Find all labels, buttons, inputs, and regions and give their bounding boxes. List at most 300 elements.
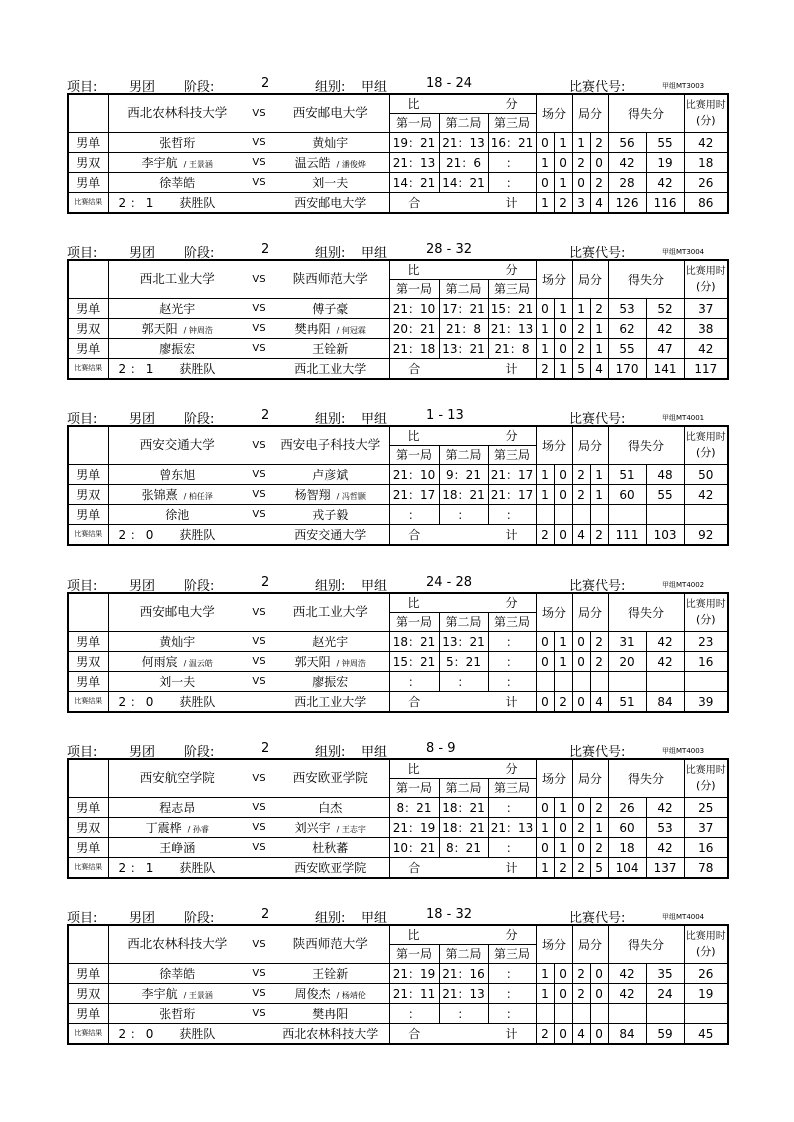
event-type: 男双 — [68, 153, 108, 173]
games-lost: 1 — [590, 465, 608, 485]
stage-value: 2 — [261, 741, 270, 756]
stage-value: 2 — [261, 242, 270, 257]
blank-cell — [439, 858, 488, 879]
bi-label: 比 — [389, 759, 439, 779]
group-value: 甲组 — [361, 579, 388, 594]
game2-header: 第二局 — [439, 945, 488, 964]
match-block — [67, 76, 726, 214]
match-minutes: 37 — [684, 818, 728, 838]
vs-label: VS — [246, 984, 272, 1004]
team-a: 西安邮电大学 — [108, 593, 246, 632]
group-label: 组别: — [315, 246, 346, 261]
player-a — [108, 984, 246, 1004]
match-won: 0 — [536, 173, 554, 193]
game3-score: ： — [488, 984, 536, 1004]
games-won: 1 — [572, 299, 590, 319]
match-lost: 0 — [554, 153, 572, 173]
points-header: 得失分 — [608, 94, 684, 133]
changfen-header: 场分 — [536, 94, 572, 133]
team-score: 2 ： 1 — [118, 361, 154, 376]
table-row — [68, 632, 728, 652]
winner-team: 西北农林科技大学 — [272, 1024, 389, 1045]
match-minutes: 42 — [684, 485, 728, 505]
points-lost: 42 — [646, 173, 684, 193]
match-minutes — [684, 1004, 728, 1024]
match-header — [67, 242, 707, 259]
vs-label: VS — [246, 759, 272, 798]
match-won: 0 — [536, 632, 554, 652]
player-b — [272, 299, 389, 319]
fen-label: 分 — [488, 593, 536, 613]
total-points-won: 84 — [608, 1024, 646, 1045]
game2-header: 第二局 — [439, 446, 488, 465]
team-a: 西北农林科技大学 — [108, 94, 246, 133]
time-label-line2: (分) — [696, 279, 716, 293]
total-points-lost: 84 — [646, 692, 684, 713]
vs-label: VS — [246, 798, 272, 818]
corner-cell — [68, 925, 108, 964]
total-match-lost: 0 — [554, 1024, 572, 1045]
stage-label: 阶段: — [184, 246, 215, 261]
match-lost: 0 — [554, 485, 572, 505]
table-row — [68, 173, 728, 193]
winner-label: 获胜队 — [179, 860, 216, 875]
match-lost: 0 — [554, 319, 572, 339]
points-won — [608, 1004, 646, 1024]
game2-score: 14：21 — [439, 173, 488, 193]
table-row — [68, 818, 728, 838]
player-a-name: 徐池 — [165, 507, 190, 522]
he-label: 合 — [389, 858, 439, 879]
group-label: 组别: — [315, 412, 346, 427]
player-b-name: 樊冉阳 — [312, 1006, 349, 1021]
fen-label: 分 — [488, 260, 536, 280]
event-type: 男双 — [68, 485, 108, 505]
game3-score: ： — [488, 153, 536, 173]
vs-label: VS — [246, 153, 272, 173]
player-b — [272, 339, 389, 359]
time-header — [684, 759, 728, 798]
team-b: 西安邮电大学 — [272, 94, 389, 133]
ji-label: 计 — [488, 692, 536, 713]
vs-label: VS — [246, 133, 272, 153]
corner-cell — [68, 426, 108, 465]
points-won: 51 — [608, 465, 646, 485]
stage-label: 阶段: — [184, 745, 215, 760]
vs-label: VS — [246, 652, 272, 672]
blank-cell — [439, 260, 488, 280]
time-label-line2: (分) — [696, 778, 716, 792]
vs-label: VS — [246, 505, 272, 525]
corner-cell — [68, 593, 108, 632]
game1-score: 19：21 — [389, 133, 439, 153]
points-won: 20 — [608, 652, 646, 672]
table-row — [68, 319, 728, 339]
player-a-name: 张锦熹 — [141, 487, 178, 502]
game3-header: 第三局 — [488, 446, 536, 465]
draw-ids: 8 - 9 — [426, 741, 456, 756]
time-label-line2: (分) — [696, 944, 716, 958]
player-a — [108, 1004, 246, 1024]
fen-label: 分 — [488, 925, 536, 945]
games-won: 2 — [572, 485, 590, 505]
games-lost: 2 — [590, 632, 608, 652]
event-type: 男单 — [68, 1004, 108, 1024]
total-points-won: 111 — [608, 525, 646, 546]
games-lost: 2 — [590, 299, 608, 319]
points-won: 42 — [608, 153, 646, 173]
total-points-lost: 116 — [646, 193, 684, 214]
time-header — [684, 593, 728, 632]
table-row — [68, 153, 728, 173]
group-value: 甲组 — [361, 412, 388, 427]
match-minutes — [684, 672, 728, 692]
team-a: 西安交通大学 — [108, 426, 246, 465]
points-won: 55 — [608, 339, 646, 359]
game2-score: 21：13 — [439, 133, 488, 153]
vs-label: VS — [246, 465, 272, 485]
game3-header: 第三局 — [488, 945, 536, 964]
event-type: 男单 — [68, 299, 108, 319]
game1-score: ： — [389, 1004, 439, 1024]
time-header — [684, 260, 728, 299]
player-a-partner: / 王景涵 — [183, 159, 213, 169]
points-lost: 24 — [646, 984, 684, 1004]
match-code: 甲组MT3003 — [662, 82, 705, 90]
group-value: 甲组 — [361, 80, 388, 95]
match-lost: 1 — [554, 632, 572, 652]
total-points-won: 170 — [608, 359, 646, 380]
jufen-header: 局分 — [572, 925, 608, 964]
code-label: 比赛代号: — [569, 80, 626, 95]
match-lost: 1 — [554, 838, 572, 858]
points-lost: 42 — [646, 838, 684, 858]
project-label: 项目: — [67, 911, 98, 926]
winner-team: 西安邮电大学 — [272, 193, 389, 214]
player-b-name: 樊冉阳 — [294, 321, 331, 336]
match-header — [67, 408, 707, 425]
game2-score: 8：21 — [439, 838, 488, 858]
match-won: 0 — [536, 798, 554, 818]
match-won: 1 — [536, 153, 554, 173]
winner-label: 获胜队 — [179, 361, 216, 376]
match-code: 甲组MT4004 — [662, 913, 705, 921]
match-minutes: 42 — [684, 133, 728, 153]
player-a-partner: / 温云皓 — [183, 658, 213, 668]
group-label: 组别: — [315, 579, 346, 594]
player-a-name: 曾东旭 — [159, 467, 196, 482]
player-b-partner: / 冯哲颢 — [336, 491, 366, 501]
player-b-name: 白杰 — [318, 800, 343, 815]
winner-label: 获胜队 — [179, 694, 216, 709]
event-type: 男单 — [68, 505, 108, 525]
points-won: 62 — [608, 319, 646, 339]
points-lost: 42 — [646, 632, 684, 652]
player-b — [272, 672, 389, 692]
total-games-won: 4 — [572, 1024, 590, 1045]
points-lost: 42 — [646, 652, 684, 672]
total-minutes: 78 — [684, 858, 728, 879]
winner-label: 获胜队 — [179, 527, 216, 542]
match-minutes: 25 — [684, 798, 728, 818]
result-label: 比赛结果 — [68, 193, 108, 214]
match-minutes: 50 — [684, 465, 728, 485]
game1-header: 第一局 — [389, 613, 439, 632]
jufen-header: 局分 — [572, 426, 608, 465]
stage-label: 阶段: — [184, 579, 215, 594]
total-games-lost: 4 — [590, 692, 608, 713]
jufen-header: 局分 — [572, 593, 608, 632]
match-minutes: 16 — [684, 838, 728, 858]
total-games-lost: 4 — [590, 193, 608, 214]
points-header: 得失分 — [608, 759, 684, 798]
game3-score: 15：21 — [488, 299, 536, 319]
he-label: 合 — [389, 359, 439, 380]
match-lost: 0 — [554, 465, 572, 485]
match-header — [67, 76, 707, 93]
games-won: 0 — [572, 173, 590, 193]
player-a-name: 李宇航 — [141, 986, 178, 1001]
draw-ids: 18 - 32 — [426, 907, 473, 922]
he-label: 合 — [389, 193, 439, 214]
game3-score: ： — [488, 1004, 536, 1024]
games-won: 2 — [572, 465, 590, 485]
code-label: 比赛代号: — [569, 246, 626, 261]
team-b: 陕西师范大学 — [272, 925, 389, 964]
player-a — [108, 818, 246, 838]
game1-score: 21：18 — [389, 339, 439, 359]
player-b-partner: / 潘俊烨 — [336, 159, 366, 169]
player-a-name: 徐莘皓 — [159, 175, 196, 190]
player-b-name: 王铨新 — [312, 341, 349, 356]
game1-score: 21：13 — [389, 153, 439, 173]
player-a-name: 黄灿宇 — [159, 634, 196, 649]
match-lost: 0 — [554, 339, 572, 359]
score-table — [67, 425, 729, 546]
games-lost — [590, 672, 608, 692]
match-lost: 1 — [554, 299, 572, 319]
ji-label: 计 — [488, 193, 536, 214]
total-match-won: 2 — [536, 525, 554, 546]
match-block — [67, 242, 726, 380]
player-a — [108, 964, 246, 984]
game2-header: 第二局 — [439, 779, 488, 798]
player-a-name: 李宇航 — [141, 155, 178, 170]
time-header — [684, 426, 728, 465]
bi-label: 比 — [389, 593, 439, 613]
changfen-header: 场分 — [536, 426, 572, 465]
games-lost: 0 — [590, 153, 608, 173]
result-row — [68, 359, 728, 380]
spacer-cell — [246, 193, 272, 214]
result-label: 比赛结果 — [68, 525, 108, 546]
player-b-name: 刘一夫 — [312, 175, 349, 190]
result-row — [68, 692, 728, 713]
player-a-name: 王峥涵 — [159, 840, 196, 855]
points-won — [608, 672, 646, 692]
bi-label: 比 — [389, 426, 439, 446]
group-label: 组别: — [315, 745, 346, 760]
time-label-line1: 比赛用时 — [685, 598, 726, 610]
event-type: 男单 — [68, 798, 108, 818]
ji-label: 计 — [488, 858, 536, 879]
total-points-won: 126 — [608, 193, 646, 214]
total-match-won: 2 — [536, 1024, 554, 1045]
spacer-cell — [246, 525, 272, 546]
player-b — [272, 485, 389, 505]
match-code: 甲组MT4003 — [662, 747, 705, 755]
vs-label: VS — [246, 426, 272, 465]
total-minutes: 117 — [684, 359, 728, 380]
player-b-partner: / 王志宇 — [336, 824, 366, 834]
project-label: 项目: — [67, 412, 98, 427]
games-won: 2 — [572, 984, 590, 1004]
game2-header: 第二局 — [439, 613, 488, 632]
table-row — [68, 964, 728, 984]
player-b — [272, 1004, 389, 1024]
game3-score: ： — [488, 505, 536, 525]
match-minutes: 37 — [684, 299, 728, 319]
match-minutes: 42 — [684, 339, 728, 359]
player-a — [108, 319, 246, 339]
total-games-won: 2 — [572, 858, 590, 879]
points-lost — [646, 1004, 684, 1024]
draw-ids: 1 - 13 — [426, 408, 464, 423]
player-a — [108, 632, 246, 652]
points-lost: 52 — [646, 299, 684, 319]
result-cell — [108, 858, 246, 879]
games-lost: 1 — [590, 485, 608, 505]
table-row — [68, 505, 728, 525]
jufen-header: 局分 — [572, 260, 608, 299]
player-a-name: 徐莘皓 — [159, 966, 196, 981]
event-type: 男双 — [68, 984, 108, 1004]
event-type: 男双 — [68, 319, 108, 339]
game2-score: 18：21 — [439, 485, 488, 505]
time-label-line1: 比赛用时 — [685, 265, 726, 277]
team-b: 西安欧亚学院 — [272, 759, 389, 798]
total-match-won: 2 — [536, 359, 554, 380]
changfen-header: 场分 — [536, 260, 572, 299]
games-won — [572, 505, 590, 525]
match-lost: 0 — [554, 964, 572, 984]
event-name: 男团 — [129, 911, 156, 926]
match-code: 甲组MT3004 — [662, 248, 705, 256]
result-label: 比赛结果 — [68, 359, 108, 380]
spacer-cell — [246, 692, 272, 713]
game2-score: 18：21 — [439, 818, 488, 838]
game1-score: 21：11 — [389, 984, 439, 1004]
match-won: 0 — [536, 652, 554, 672]
games-lost: 1 — [590, 339, 608, 359]
event-name: 男团 — [129, 80, 156, 95]
game2-score: 18：21 — [439, 798, 488, 818]
group-value: 甲组 — [361, 911, 388, 926]
winner-label: 获胜队 — [179, 1026, 216, 1041]
points-lost: 35 — [646, 964, 684, 984]
match-lost: 0 — [554, 984, 572, 1004]
vs-label: VS — [246, 94, 272, 133]
game3-score: 21：13 — [488, 319, 536, 339]
game2-score: 5：21 — [439, 652, 488, 672]
winner-team: 西安交通大学 — [272, 525, 389, 546]
games-won: 0 — [572, 632, 590, 652]
score-table — [67, 93, 729, 214]
code-label: 比赛代号: — [569, 579, 626, 594]
result-row — [68, 1024, 728, 1045]
game3-score: 16：21 — [488, 133, 536, 153]
game3-score: 21：13 — [488, 818, 536, 838]
points-won: 60 — [608, 818, 646, 838]
match-block — [67, 741, 726, 879]
table-row — [68, 133, 728, 153]
blank-cell — [439, 593, 488, 613]
games-lost: 1 — [590, 319, 608, 339]
game3-header: 第三局 — [488, 114, 536, 133]
total-match-won: 1 — [536, 193, 554, 214]
player-a — [108, 153, 246, 173]
score-table — [67, 592, 729, 713]
player-a-name: 张哲珩 — [159, 1006, 196, 1021]
player-a — [108, 672, 246, 692]
games-won: 2 — [572, 319, 590, 339]
he-label: 合 — [389, 692, 439, 713]
game1-header: 第一局 — [389, 945, 439, 964]
player-b-name: 廖振宏 — [312, 674, 349, 689]
total-minutes: 86 — [684, 193, 728, 214]
score-table — [67, 924, 729, 1045]
game3-header: 第三局 — [488, 613, 536, 632]
games-won: 0 — [572, 838, 590, 858]
result-label: 比赛结果 — [68, 1024, 108, 1045]
match-lost: 1 — [554, 173, 572, 193]
game3-score: ： — [488, 798, 536, 818]
blank-cell — [439, 193, 488, 214]
game2-score: 21：13 — [439, 984, 488, 1004]
points-won: 60 — [608, 485, 646, 505]
game1-score: 10：21 — [389, 838, 439, 858]
match-minutes: 26 — [684, 173, 728, 193]
group-value: 甲组 — [361, 246, 388, 261]
points-lost: 55 — [646, 485, 684, 505]
player-b — [272, 818, 389, 838]
total-minutes: 39 — [684, 692, 728, 713]
player-a-name: 刘一夫 — [159, 674, 196, 689]
spacer-cell — [246, 858, 272, 879]
match-code: 甲组MT4001 — [662, 414, 705, 422]
game3-header: 第三局 — [488, 779, 536, 798]
event-name: 男团 — [129, 412, 156, 427]
player-b-name: 戎子毅 — [312, 507, 349, 522]
player-a-partner: / 钟周浩 — [183, 325, 213, 335]
match-lost: 1 — [554, 133, 572, 153]
result-cell — [108, 193, 246, 214]
total-match-lost: 2 — [554, 858, 572, 879]
game1-score: ： — [389, 672, 439, 692]
stage-label: 阶段: — [184, 412, 215, 427]
ji-label: 计 — [488, 525, 536, 546]
match-header — [67, 907, 707, 924]
game1-score: 8：21 — [389, 798, 439, 818]
games-lost: 2 — [590, 798, 608, 818]
points-won: 56 — [608, 133, 646, 153]
player-b-name: 王铨新 — [312, 966, 349, 981]
player-b-name: 黄灿宇 — [312, 135, 349, 150]
team-a: 西北农林科技大学 — [108, 925, 246, 964]
table-row — [68, 652, 728, 672]
ji-label: 计 — [488, 359, 536, 380]
total-match-lost: 1 — [554, 359, 572, 380]
